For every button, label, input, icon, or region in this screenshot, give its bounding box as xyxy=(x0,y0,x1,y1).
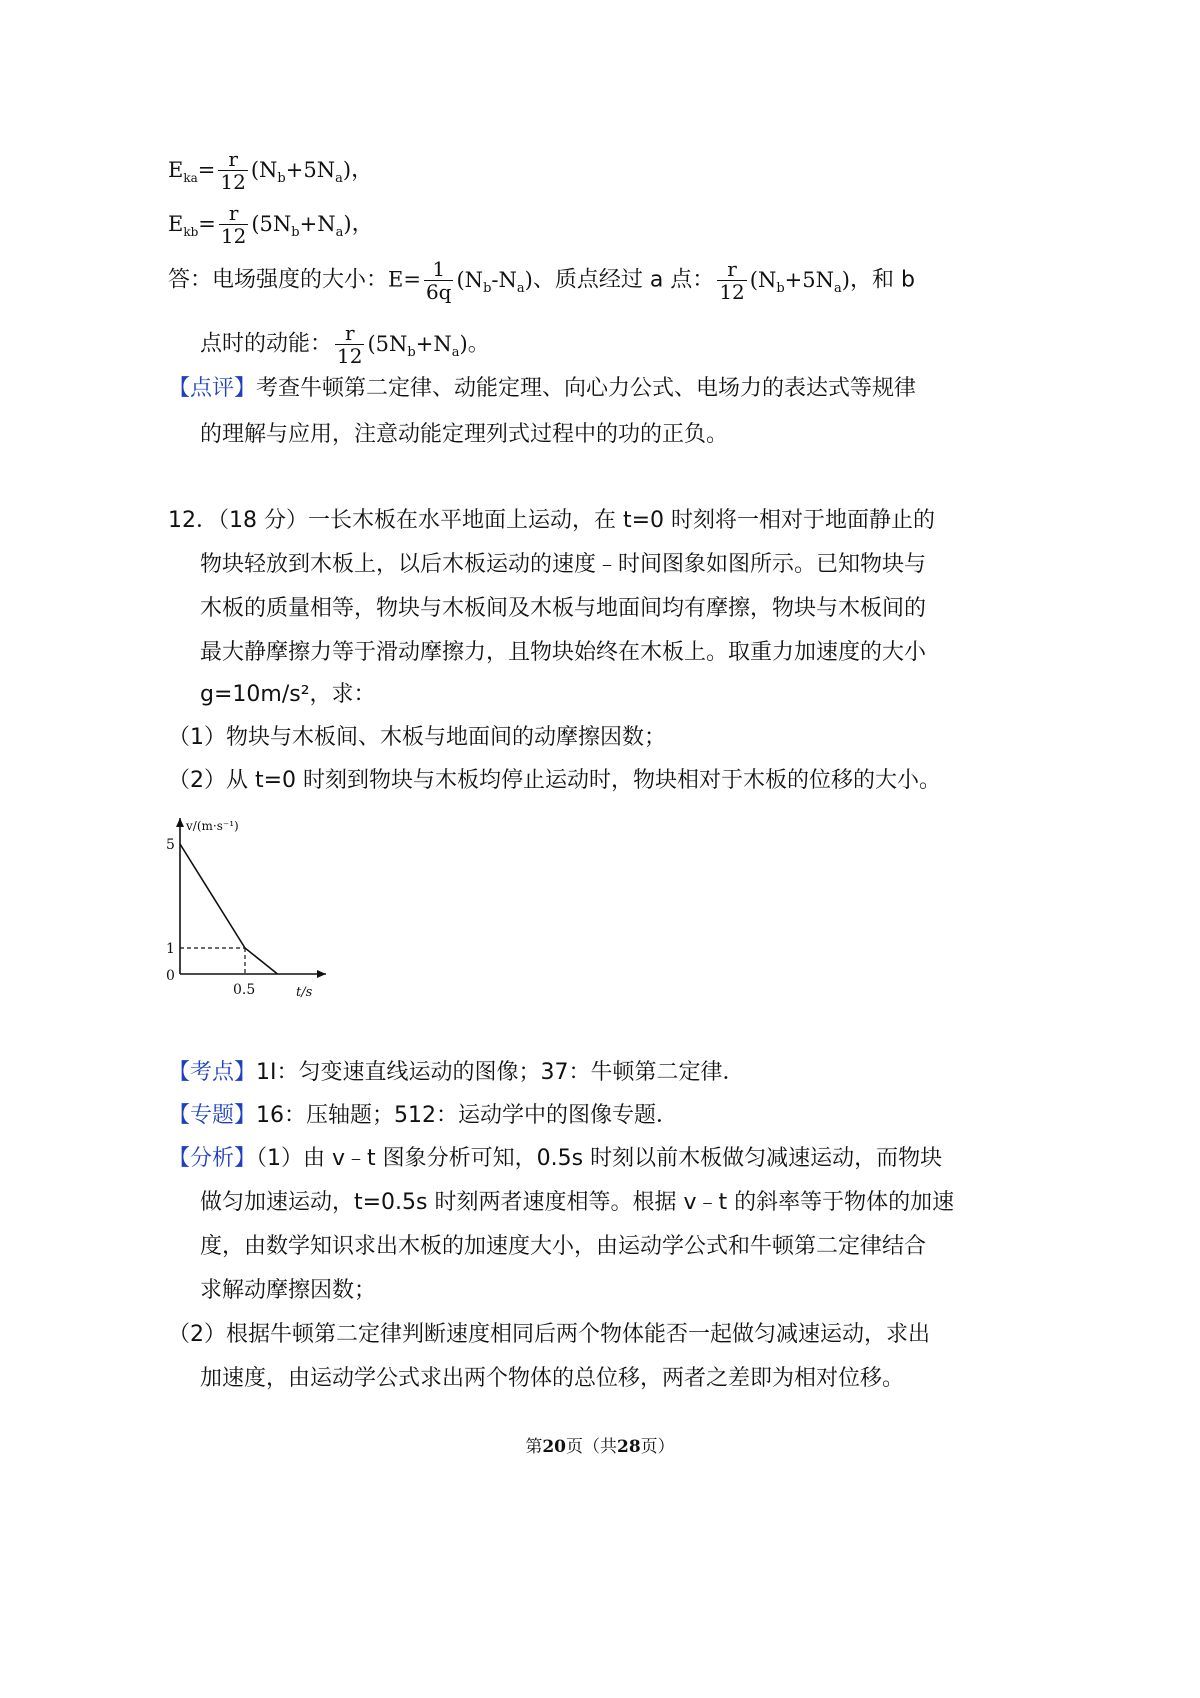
total-page-number: 28 xyxy=(617,1437,641,1457)
problem-line-2: 物块轻放到木板上，以后木板运动的速度﹣时间图象如图所示。已知物块与 xyxy=(200,552,927,577)
zhuanti-line: 【专题】16：压轴题；512：运动学中的图像专题． xyxy=(168,1103,679,1128)
answer-line-1: 答：电场强度的大小：E= $\frac{1}{6q}$ $(N_b-N_a)$、质点经过 a 点： $\frac{r}{12}$ $(N_b+5N_a)$，和 b xyxy=(168,257,915,304)
kaodian-line: 【考点】1I：匀变速直线运动的图像；37：牛顿第二定律． xyxy=(168,1060,745,1085)
y-tick-label-1: 1 xyxy=(166,941,175,957)
problem-line-3: 木板的质量相等，物块与木板间及木板与地面间均有摩擦，物块与木板间的 xyxy=(200,596,927,621)
problem-line-5: g=10m/s²，求： xyxy=(200,682,376,707)
fenxi-line-6: 加速度，由运动学公式求出两个物体的总位移，两者之差即为相对位移。 xyxy=(200,1366,905,1391)
formula-ekb: $E_{kb}=$ $\frac{r}{12}$ $(5N_b+N_a)$， xyxy=(168,201,374,248)
review-tag: 【点评】 xyxy=(168,376,257,401)
fenxi-line-5: （2）根据牛顿第二定律判断速度相同后两个物体能否一起做匀减速运动，求出 xyxy=(168,1322,930,1347)
problem-line-1: 12．（18 分）一长木板在水平地面上运动，在 t=0 时刻将一相对于地面静止的 xyxy=(168,508,936,533)
ekb-lhs: $E_{kb}=$ xyxy=(168,211,216,239)
answer-a-fraction: $\frac{r}{12}$ xyxy=(719,257,745,304)
review-line-1: 【点评】考查牛顿第二定律、动能定理、向心力公式、电场力的表达式等规律 xyxy=(168,376,917,401)
problem-line-4: 最大静摩擦力等于滑动摩擦力，且物块始终在木板上。取重力加速度的大小 xyxy=(200,640,927,665)
current-page-number: 20 xyxy=(542,1437,566,1457)
x-tick-label-0.5: 0.5 xyxy=(233,982,256,998)
answer-e-fraction: $\frac{1}{6q}$ xyxy=(425,257,452,304)
x-axis-label: t/s xyxy=(296,985,313,1000)
y-axis-arrow xyxy=(176,818,184,827)
eka-fraction: $\frac{r}{12}$ xyxy=(220,147,246,194)
velocity-time-chart xyxy=(158,808,338,1008)
kaodian-tag: 【考点】 xyxy=(168,1060,257,1085)
page-footer: 第20页（共28页） xyxy=(525,1437,675,1457)
velocity-series-line xyxy=(180,844,278,974)
problem-question-2: （2）从 t=0 时刻到物块与木板均停止运动时，物块相对于木板的位移的大小。 xyxy=(168,768,942,793)
review-line-2: 的理解与应用，注意动能定理列式过程中的功的正负。 xyxy=(200,422,729,447)
y-axis-label: v/(m·s⁻¹) xyxy=(186,819,239,833)
answer-b-fraction: $\frac{r}{12}$ xyxy=(337,321,363,368)
problem-question-1: （1）物块与木板间、木板与地面间的动摩擦因数； xyxy=(168,725,666,750)
fenxi-tag: 【分析】 xyxy=(168,1146,257,1171)
y-tick-label-5: 5 xyxy=(166,837,175,853)
zhuanti-tag: 【专题】 xyxy=(168,1103,257,1128)
formula-eka: $E_{ka}=$ $\frac{r}{12}$ $(N_b+5N_a)$， xyxy=(168,147,374,194)
eka-lhs: $E_{ka}=$ xyxy=(168,157,216,185)
ekb-fraction: $\frac{r}{12}$ xyxy=(220,201,247,248)
fenxi-line-4: 求解动摩擦因数； xyxy=(200,1278,377,1303)
answer-line-2: 点时的动能： $\frac{r}{12}$ $(5N_b+N_a)$。 xyxy=(200,321,490,368)
x-axis-arrow xyxy=(317,970,326,978)
fenxi-line-2: 做匀加速运动，t=0.5s 时刻两者速度相等。根据 v﹣t 的斜率等于物体的加速 xyxy=(200,1190,955,1215)
fenxi-line-1: 【分析】（1）由 v﹣t 图象分析可知，0.5s 时刻以前木板做匀减速运动，而物块 xyxy=(168,1146,943,1171)
y-tick-label-0: 0 xyxy=(166,968,175,984)
fenxi-line-3: 度，由数学知识求出木板的加速度大小，由运动学公式和牛顿第二定律结合 xyxy=(200,1234,927,1259)
